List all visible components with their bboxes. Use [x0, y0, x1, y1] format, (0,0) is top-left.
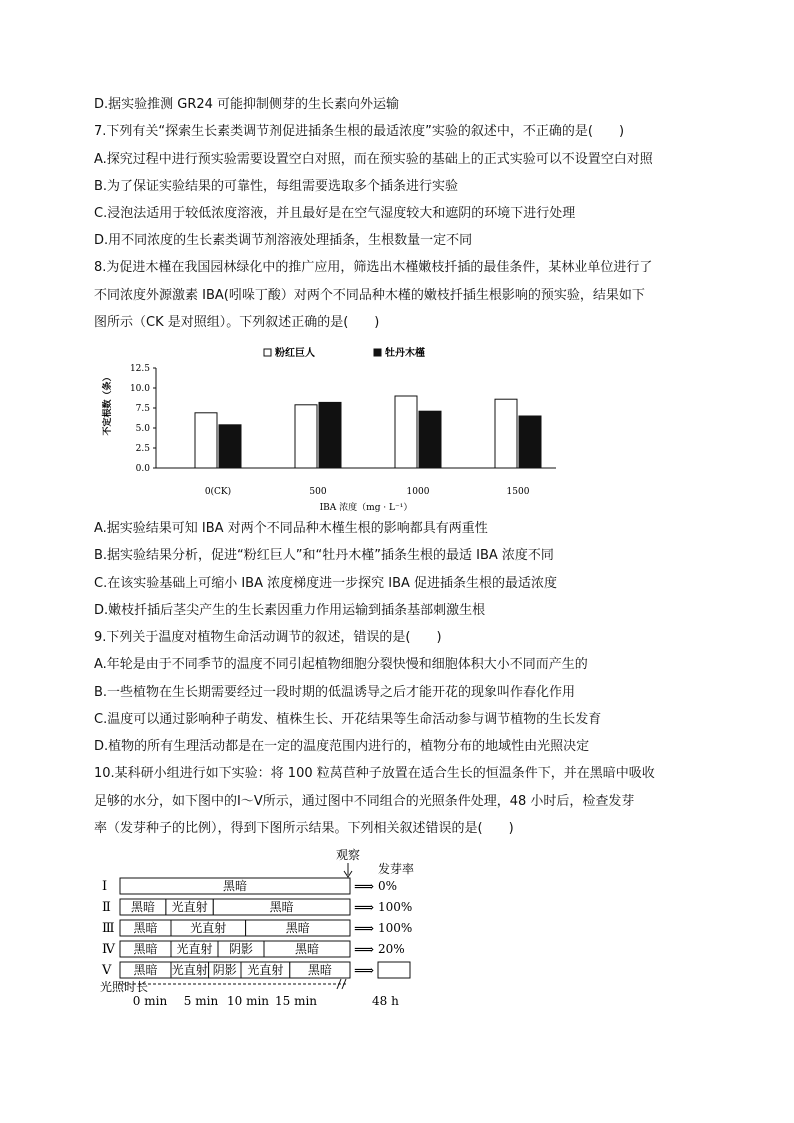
y-tick-label: 0.0 [135, 464, 150, 474]
result-arrow: ⟹ [354, 942, 375, 958]
question-10-stem-line2: 足够的水分，如下图中的Ⅰ～Ⅴ所示，通过图中不同组合的光照条件处理，48 小时后，检查发芽 [94, 794, 635, 809]
x-tick-label: 500 [309, 487, 327, 497]
row-id-label: Ⅳ [102, 942, 115, 957]
bar-mudan-2 [419, 411, 441, 468]
question-10-stem-line3: 率（发芽种子的比例），得到下图所示结果。下列相关叙述错误的是( ) [94, 821, 514, 836]
result-arrow: ⟹ [354, 963, 375, 979]
time-tick-label: 10 min [226, 994, 270, 1008]
row-id-label: Ⅱ [102, 900, 111, 915]
treatment-segment-label: 黑暗 [307, 963, 332, 977]
treatment-segment-label: 黑暗 [294, 942, 320, 956]
option-q9-d: D.植物的所有生理活动都是在一定的温度范围内进行的，植物分布的地域性由光照决定 [94, 739, 590, 754]
row-id-label: Ⅲ [102, 921, 115, 936]
germination-rate-value: 100% [378, 921, 413, 935]
treatment-segment-label: 光直射 [176, 942, 213, 956]
y-tick-label: 7.5 [135, 404, 150, 414]
treatment-segment-label: 光直射 [190, 921, 227, 935]
row-id-label: Ⅰ [102, 879, 108, 894]
option-q9-c: C.温度可以通过影响种子萌发、植株生长、开花结果等生命活动参与调节植物的生长发育 [94, 712, 602, 727]
option-q7-d: D.用不同浓度的生长素类调节剂溶液处理插条，生根数量一定不同 [94, 233, 473, 248]
legend-swatch [264, 349, 271, 356]
x-tick-label: 1000 [406, 487, 430, 497]
germination-rate-value: 100% [378, 900, 413, 914]
bar-mudan-3 [519, 416, 541, 468]
question-9-stem: 9.下列关于温度对植物生命活动调节的叙述，错误的是( ) [94, 630, 442, 645]
bar-mudan-0 [219, 425, 241, 468]
option-q8-d: D.嫩枝扦插后茎尖产生的生长素因重力作用运输到插条基部刺激生根 [94, 603, 486, 618]
option-q9-b: B.一些植物在生长期需要经过一段时期的低温诱导之后才能开花的现象叫作春化作用 [94, 685, 576, 700]
y-tick-label: 12.5 [129, 364, 150, 374]
legend-label: 牡丹木槿 [385, 348, 425, 359]
option-q8-a: A.据实验结果可知 IBA 对两个不同品种木槿生根的影响都具有两重性 [94, 521, 488, 536]
option-q7-a: A.探究过程中进行预实验需要设置空白对照，而在预实验的基础上的正式实验可以不设置空白对照 [94, 152, 653, 167]
chart-x-axis-label: IBA 浓度（mg · L⁻¹） [319, 503, 413, 513]
y-tick-label: 2.5 [135, 444, 150, 454]
treatment-segment-label: 黑暗 [133, 963, 158, 977]
time-tick-label: 5 min [183, 994, 219, 1008]
time-tick-label: 0 min [132, 994, 168, 1008]
option-q7-b: B.为了保证实验结果的可靠性，每组需要选取多个插条进行实验 [94, 179, 459, 194]
treatment-segment-label: 黑暗 [222, 879, 248, 893]
option-q8-b: B.据实验结果分析，促进“粉红巨人”和“牡丹木槿”插条生根的最适 IBA 浓度不同 [94, 548, 554, 563]
question-8-stem-line3: 图所示（CK 是对照组）。下列叙述正确的是( ) [94, 315, 380, 330]
end-time-label: 48 h [372, 994, 399, 1008]
treatment-segment-label: 黑暗 [285, 921, 310, 935]
treatment-segment-label: 阴影 [212, 963, 237, 977]
x-tick-label: 0(CK) [204, 487, 232, 497]
bar-fenhong-0 [195, 413, 217, 468]
treatment-segment-label: 黑暗 [269, 900, 294, 914]
question-8-stem-line2: 不同浓度外源激素 IBA(吲哚丁酸）对两个不同品种木槿的嫩枝扦插生根影响的预实验，结果如下 [94, 288, 645, 303]
result-arrow: ⟹ [354, 921, 375, 937]
germination-rate-header: 发芽率 [378, 862, 415, 876]
treatment-segment-label: 黑暗 [133, 942, 158, 956]
bar-fenhong-3 [495, 399, 517, 468]
y-tick-label: 10.0 [129, 384, 150, 394]
legend-label: 粉红巨人 [275, 348, 315, 359]
treatment-segment-label: 黑暗 [133, 921, 158, 935]
result-arrow: ⟹ [354, 879, 375, 895]
option-q7-c: C.浸泡法适用于较低浓度溶液，并且最好是在空气湿度较大和遮阴的环境下进行处理 [94, 206, 576, 221]
question-10-stem-line1: 10.某科研小组进行如下实验：将 100 粒莴苣种子放置在适合生长的恒温条件下，并在黑暗中吸收 [94, 766, 655, 781]
chart-y-axis-label: 不定根数（条） [103, 372, 113, 436]
legend-swatch [374, 349, 381, 356]
bar-mudan-1 [319, 402, 341, 468]
treatment-segment-label: 光直射 [171, 900, 208, 914]
blank-answer-box [378, 962, 410, 978]
germination-rate-value: 0% [378, 879, 398, 893]
row-id-label: Ⅴ [102, 963, 112, 978]
option-q8-c: C.在该实验基础上可缩小 IBA 浓度梯度进一步探究 IBA 促进插条生根的最适浓度 [94, 576, 558, 591]
germination-rate-value: 20% [378, 942, 405, 956]
treatment-segment-label: 光直射 [247, 963, 284, 977]
result-arrow: ⟹ [354, 900, 375, 916]
option-q6-d: D.据实验推测 GR24 可能抑制侧芽的生长素向外运输 [94, 97, 400, 112]
treatment-segment-label: 光直射 [171, 963, 208, 977]
treatment-segment-label: 黑暗 [130, 900, 155, 914]
iba-bar-chart [96, 340, 566, 515]
bar-fenhong-1 [295, 405, 317, 468]
option-q9-a: A.年轮是由于不同季节的温度不同引起植物细胞分裂快慢和细胞体积大小不同而产生的 [94, 657, 588, 672]
time-tick-label: 15 min [274, 994, 318, 1008]
bar-fenhong-2 [395, 396, 417, 468]
question-8-stem-line1: 8.为促进木槿在我国园林绿化中的推广应用，筛选出木槿嫩枝扦插的最佳条件，某林业单位进行了 [94, 260, 653, 275]
observe-label: 观察 [336, 848, 361, 862]
y-tick-label: 5.0 [135, 424, 150, 434]
light-treatment-diagram [96, 845, 426, 1015]
treatment-segment-label: 阴影 [228, 942, 254, 956]
time-axis-label: 光照时长 [100, 980, 149, 994]
question-7-stem: 7.下列有关“探索生长素类调节剂促进插条生根的最适浓度”实验的叙述中，不正确的是( ) [94, 124, 625, 139]
x-tick-label: 1500 [506, 487, 530, 497]
